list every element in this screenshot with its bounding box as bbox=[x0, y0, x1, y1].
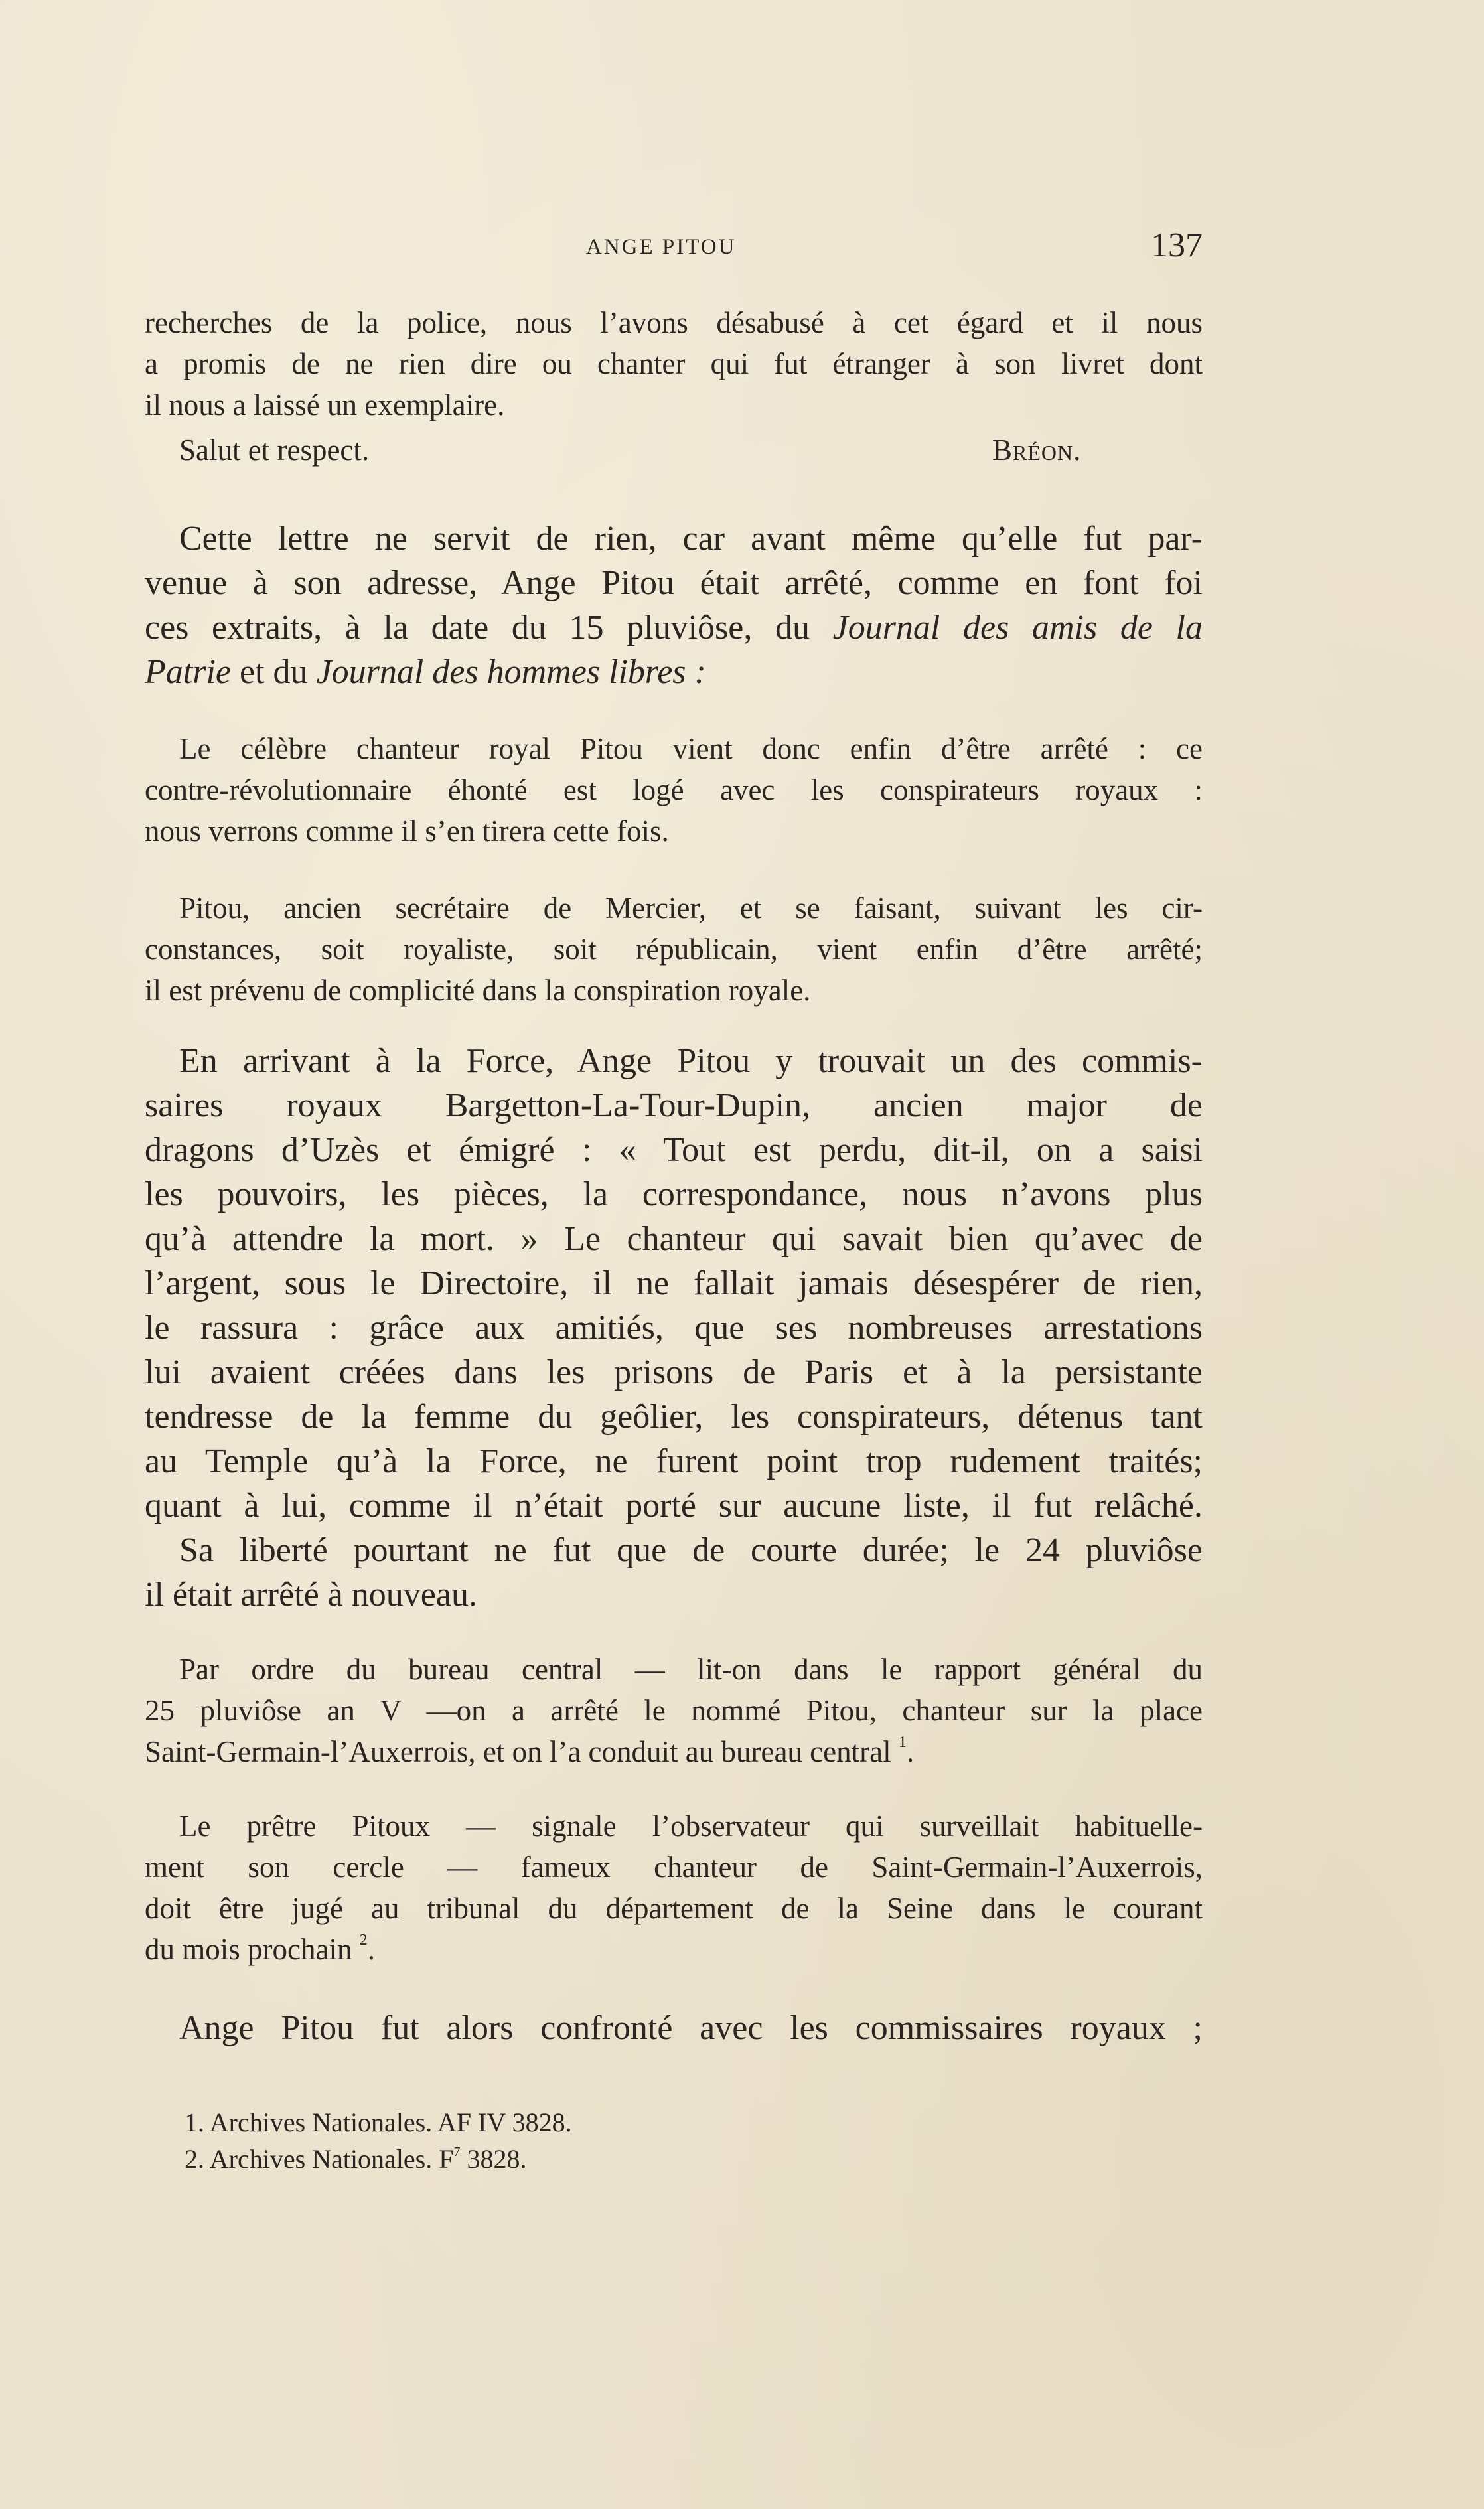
footnote-number: 2. bbox=[185, 2144, 204, 2174]
footnote-number: 1. bbox=[185, 2107, 204, 2137]
paragraph-line: En arrivant à la Force, Ange Pitou y trouvait un des commis- bbox=[179, 1042, 1203, 1080]
letter-line: il nous a laissé un exemplaire. bbox=[145, 388, 505, 421]
journal-title: Journal des hommes libres : bbox=[316, 653, 706, 691]
quote-line: 25 pluviôse an V —on a arrêté le nommé Pitou, chanteur sur la place bbox=[145, 1694, 1203, 1727]
quote-line: Le prêtre Pitoux — signale l’observateur qui surveillait habituelle- bbox=[179, 1809, 1203, 1843]
footnote-superscript: 7 bbox=[453, 2145, 461, 2159]
paragraph-line: le rassura : grâce aux amitiés, que ses nombreuses arrestations bbox=[145, 1309, 1203, 1347]
paragraph-line: lui avaient créées dans les prisons de Paris et à la persistante bbox=[145, 1353, 1203, 1391]
quote-line: Par ordre du bureau central — lit-on dans le rapport général du bbox=[179, 1653, 1203, 1686]
quote-line: ment son cercle — fameux chanteur de Saint-Germain-l’Auxerrois, bbox=[145, 1851, 1203, 1884]
quote-1 bbox=[145, 728, 1203, 852]
paragraph-line: au Temple qu’à la Force, ne furent point trop rudement traités; bbox=[145, 1442, 1203, 1480]
letter-line: recherches de la police, nous l’avons désabusé à cet égard et il nous bbox=[145, 306, 1203, 339]
paragraph-line: Sa liberté pourtant ne fut que de courte durée; le 24 pluviôse bbox=[179, 1531, 1203, 1569]
quote-line: contre-révolutionnaire éhonté est logé avec les conspirateurs royaux : bbox=[145, 773, 1203, 806]
journal-title: Journal des amis de la bbox=[832, 609, 1203, 646]
paragraph-line: il était arrêté à nouveau. bbox=[145, 1576, 477, 1614]
quote-line bbox=[145, 1929, 1203, 1970]
paragraph-line: dragons d’Uzès et émigré : « Tout est perdu, dit-il, on a saisi bbox=[145, 1131, 1203, 1169]
paragraph-2 bbox=[145, 1039, 1203, 1528]
footnotes bbox=[185, 2104, 572, 2177]
quote-line: il est prévenu de complicité dans la conspiration royale. bbox=[145, 974, 811, 1007]
letter-signature: Bréon. bbox=[992, 433, 1082, 467]
paragraph-1 bbox=[145, 516, 1203, 694]
text-run: et du bbox=[230, 653, 317, 691]
paragraph-3 bbox=[145, 1528, 1203, 1617]
quote-2 bbox=[145, 887, 1203, 1011]
paragraph-line: tendresse de la femme du geôlier, les conspirateurs, détenus tant bbox=[145, 1398, 1203, 1436]
letter-ending bbox=[145, 302, 1203, 425]
paragraph-line: Ange Pitou fut alors confronté avec les commissaires royaux ; bbox=[179, 2009, 1203, 2047]
paragraph-line: les pouvoirs, les pièces, la correspondance, nous n’avons plus bbox=[145, 1176, 1203, 1213]
footnote-text: Archives Nationales. F bbox=[209, 2144, 454, 2174]
quote-line: doit être jugé au tribunal du département de la Seine dans le courant bbox=[145, 1892, 1203, 1925]
footnote-1 bbox=[185, 2104, 572, 2141]
text-run: . bbox=[906, 1735, 915, 1768]
quote-line: nous verrons comme il s’en tirera cette fois. bbox=[145, 814, 669, 848]
quote-line bbox=[145, 1731, 1203, 1772]
letter-line: a promis de ne rien dire ou chanter qui fut étranger à son livret dont bbox=[145, 347, 1203, 380]
running-title: ANGE PITOU bbox=[586, 235, 737, 259]
paragraph-line: quant à lui, comme il n’était porté sur aucune liste, il fut relâché. bbox=[145, 1487, 1203, 1525]
text-run: Saint-Germain-l’Auxerrois, et on l’a conduit au bureau central bbox=[145, 1735, 891, 1768]
footnote-ref[interactable]: 2 bbox=[359, 1932, 368, 1949]
text-run: du mois prochain bbox=[145, 1933, 352, 1966]
letter-closing: Salut et respect. bbox=[179, 433, 370, 467]
footnote-2 bbox=[185, 2141, 572, 2177]
quote-line: Pitou, ancien secrétaire de Mercier, et se faisant, suivant les cir- bbox=[179, 891, 1203, 925]
page-number: 137 bbox=[1151, 226, 1203, 264]
text-run: . bbox=[367, 1933, 375, 1966]
paragraph-line: qu’à attendre la mort. » Le chanteur qui savait bien qu’avec de bbox=[145, 1220, 1203, 1258]
footnote-text: 3828. bbox=[460, 2144, 527, 2174]
paragraph-line: saires royaux Bargetton-La-Tour-Dupin, ancien major de bbox=[145, 1087, 1203, 1124]
text-run: ces extraits, à la date du 15 pluviôse, du bbox=[145, 609, 833, 646]
paragraph-line: venue à son adresse, Ange Pitou était arrêté, comme en font foi bbox=[145, 564, 1203, 602]
quote-3 bbox=[145, 1649, 1203, 1772]
paragraph-line bbox=[145, 605, 1203, 650]
paragraph-line bbox=[145, 650, 1203, 694]
quote-line: Le célèbre chanteur royal Pitou vient donc enfin d’être arrêté : ce bbox=[179, 732, 1203, 765]
footnote-ref[interactable]: 1 bbox=[898, 1734, 907, 1751]
footnote-text: Archives Nationales. AF IV 3828. bbox=[209, 2107, 572, 2137]
journal-title: Patrie bbox=[145, 653, 231, 691]
quote-4 bbox=[145, 1805, 1203, 1970]
running-header bbox=[145, 226, 1203, 272]
quote-line: constances, soit royaliste, soit républicain, vient enfin d’être arrêté; bbox=[145, 933, 1203, 966]
paragraph-4 bbox=[145, 2006, 1203, 2050]
paragraph-line: l’argent, sous le Directoire, il ne fallait jamais désespérer de rien, bbox=[145, 1264, 1203, 1302]
paragraph-line: Cette lettre ne servit de rien, car avant même qu’elle fut par- bbox=[179, 520, 1203, 558]
